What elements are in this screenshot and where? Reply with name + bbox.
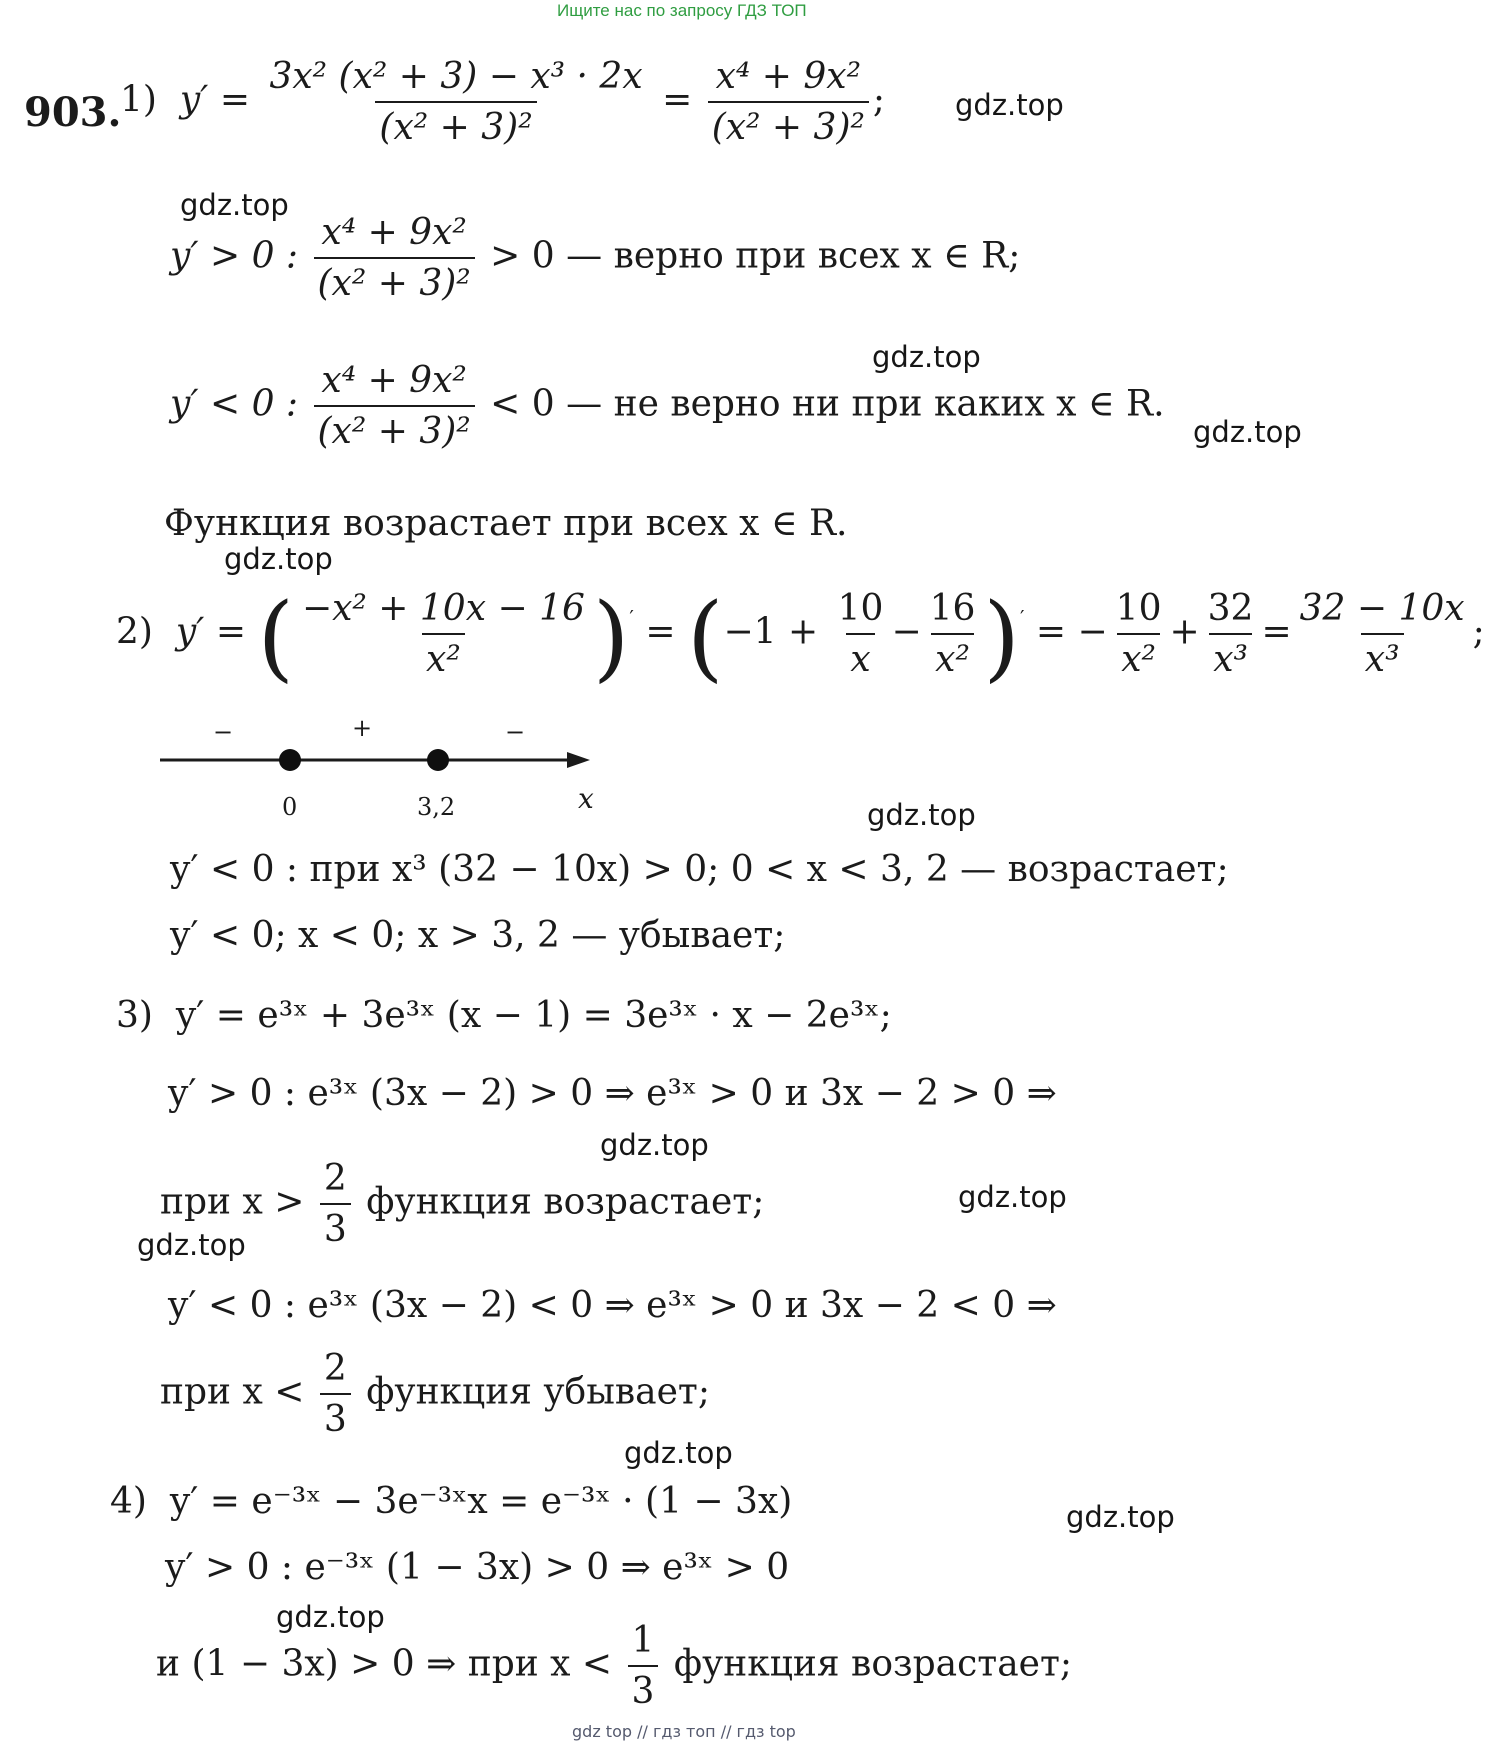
part2-t4 — [1204, 588, 1258, 681]
watermark-12: gdz.top — [276, 1600, 385, 1634]
part3-label: 3) — [116, 995, 153, 1036]
part4-and-post: функция возрастает; — [673, 1643, 1073, 1685]
part1-neg-num: x⁴ + 9x² — [321, 360, 467, 401]
part1-positive-line — [170, 212, 1020, 305]
part2-t1-num: 10 — [837, 588, 884, 629]
part1-neg-fraction — [314, 360, 475, 453]
part4-label: 4) — [110, 1481, 147, 1522]
part1-neg-den: (x² + 3)² — [314, 405, 475, 452]
part4-frac-num: 1 — [631, 1620, 655, 1661]
watermark-2: gdz.top — [180, 188, 289, 222]
watermark-4: gdz.top — [1193, 415, 1302, 449]
part3-pos-frac-num: 2 — [323, 1158, 347, 1199]
problem-number-text: 903. — [24, 89, 122, 136]
part3-negative-conclusion — [160, 1348, 710, 1441]
part4-derivative — [110, 1481, 793, 1522]
part1-frac1-num: 3x² (x² + 3) − x³ · 2x — [269, 56, 643, 97]
part1-fraction-1 — [265, 56, 646, 149]
part1-end: ; — [872, 79, 886, 121]
watermark-9: gdz.top — [137, 1228, 246, 1262]
part1-frac2-den: (x² + 3)² — [708, 101, 869, 148]
watermark-1: gdz.top — [955, 88, 1064, 122]
part2-derivative: 2) y′ = ( $\frac{\text{−x² + 10x − 16}}{\text{x²}}$ )′ = (−1 + $\frac{10}{x}$ − $\frac{16}{\text{x²}}$ )′ = − $\frac{10}{\text{x²}}$ + $\frac{32}{\text{x³}}$ = $\frac{32 - 10x}{\text{x³}}$ ; — [116, 583, 1485, 693]
part1-pos-fraction — [314, 212, 475, 305]
part3-pos-pre: при x > — [160, 1181, 305, 1223]
part2-line-a: y′ < 0 : при x³ (32 − 10x) > 0; 0 < x < 3, 2 — возрастает; — [170, 849, 1229, 890]
part2-t4-den: x³ — [1209, 633, 1252, 680]
header-search-hint[interactable]: Ищите нас по запросу ГДЗ ТОП — [557, 1, 807, 20]
part2-t5-den: x³ — [1361, 633, 1404, 680]
footer-links[interactable]: gdz top // гдз топ // гдз top — [572, 1722, 796, 1741]
part3-derivative — [116, 995, 892, 1036]
part3-neg-post: функция убывает; — [366, 1371, 710, 1413]
problem-number — [24, 89, 122, 136]
part3-derivative-text: y′ = e³ˣ + 3e³ˣ (x − 1) = 3e³ˣ · x − 2e³ˣ; — [175, 995, 892, 1036]
part1-pos-lhs: y′ > 0 : — [170, 235, 299, 277]
part1-neg-lhs: y′ < 0 : — [170, 383, 299, 425]
part1-pos-rhs: > 0 — верно при всех x ∈ R; — [490, 235, 1021, 277]
part1-conclusion: Функция возрастает при всех x ∈ R. — [164, 503, 848, 544]
number-line-arrow-icon — [567, 752, 590, 768]
axis-label-x: x — [578, 782, 594, 815]
part2-yprime: y′ — [175, 611, 205, 653]
part1-yprime: y′ — [179, 79, 209, 121]
part2-t3-num: 10 — [1115, 588, 1162, 629]
number-line-point-0 — [279, 749, 301, 771]
part1-pos-num: x⁴ + 9x² — [321, 212, 467, 253]
part2-f-fraction — [298, 588, 589, 681]
part2-f-den: x² — [422, 633, 465, 680]
part3-pos-frac-den: 3 — [320, 1203, 351, 1250]
part4-frac-den: 3 — [628, 1665, 659, 1712]
part3-positive-line: y′ > 0 : e³ˣ (3x − 2) > 0 ⇒ e³ˣ > 0 и 3x − 2 > 0 ⇒ — [168, 1073, 1057, 1114]
point-label-32: 3,2 — [417, 793, 456, 821]
watermark-7: gdz.top — [600, 1128, 709, 1162]
part1-pos-den: (x² + 3)² — [314, 257, 475, 304]
part2-minus-one: −1 + — [723, 611, 819, 653]
part1-frac1-den: (x² + 3)² — [375, 101, 536, 148]
part3-neg-frac-den: 3 — [320, 1393, 351, 1440]
part4-fraction — [628, 1620, 659, 1713]
part2-label: 2) — [116, 611, 153, 653]
interval-sign-1: − — [213, 718, 234, 746]
watermark-5: gdz.top — [224, 542, 333, 576]
part1-frac2-num: x⁴ + 9x² — [715, 56, 862, 97]
part2-t2-den: x² — [931, 633, 974, 680]
watermark-3: gdz.top — [872, 340, 981, 374]
watermark-6: gdz.top — [867, 798, 976, 832]
part1-neg-rhs: < 0 — не верно ни при каких x ∈ R. — [490, 383, 1165, 425]
part1-fraction-2 — [708, 56, 869, 149]
part4-derivative-text: y′ = e⁻³ˣ − 3e⁻³ˣx = e⁻³ˣ · (1 − 3x) — [169, 1481, 793, 1522]
watermark-11: gdz.top — [1066, 1500, 1175, 1534]
part2-t3-den: x² — [1117, 633, 1160, 680]
part1-label: 1) — [120, 79, 157, 121]
part1-negative-line — [170, 360, 1165, 453]
part1-derivative: 1) y′ = $\frac{\text{3x² (x² + 3) − x³ · 2x}}{\text{(x² + 3)²}}$ = $\frac{\text{x⁴ + 9x²}}{\text{(x² + 3)²}}$ ; — [120, 56, 886, 149]
point-label-0: 0 — [282, 793, 298, 821]
part2-t1-den: x — [846, 633, 874, 680]
part3-neg-pre: при x < — [160, 1371, 305, 1413]
part2-line-b: y′ < 0; x < 0; x > 3, 2 — убывает; — [170, 915, 786, 956]
part3-neg-fraction — [320, 1348, 351, 1441]
part3-pos-fraction — [320, 1158, 351, 1251]
part1-eq: = — [219, 79, 250, 121]
part2-t5 — [1296, 588, 1469, 681]
part2-t1 — [834, 588, 888, 681]
part2-f-num: −x² + 10x − 16 — [301, 588, 585, 629]
part2-t4-num: 32 — [1207, 588, 1254, 629]
part3-positive-conclusion — [160, 1158, 764, 1251]
part2-t5-num: 32 − 10x — [1299, 588, 1465, 629]
watermark-8: gdz.top — [958, 1180, 1067, 1214]
part2-end: ; — [1472, 611, 1485, 653]
interval-sign-2: + — [352, 714, 373, 742]
part2-t2-num: 16 — [929, 588, 976, 629]
part2-t3 — [1112, 588, 1166, 681]
part4-and-pre: и (1 − 3x) > 0 ⇒ при x < — [156, 1643, 613, 1685]
watermark-10: gdz.top — [624, 1436, 733, 1470]
part2-t2 — [926, 588, 980, 681]
number-line-point-32 — [427, 749, 449, 771]
part3-neg-frac-num: 2 — [323, 1348, 347, 1389]
part3-pos-post: функция возрастает; — [366, 1181, 765, 1223]
part4-positive-line: y′ > 0 : e⁻³ˣ (1 − 3x) > 0 ⇒ e³ˣ > 0 — [165, 1547, 790, 1588]
part3-negative-line: y′ < 0 : e³ˣ (3x − 2) < 0 ⇒ e³ˣ > 0 и 3x − 2 < 0 ⇒ — [168, 1285, 1057, 1326]
interval-sign-3: − — [505, 718, 526, 746]
